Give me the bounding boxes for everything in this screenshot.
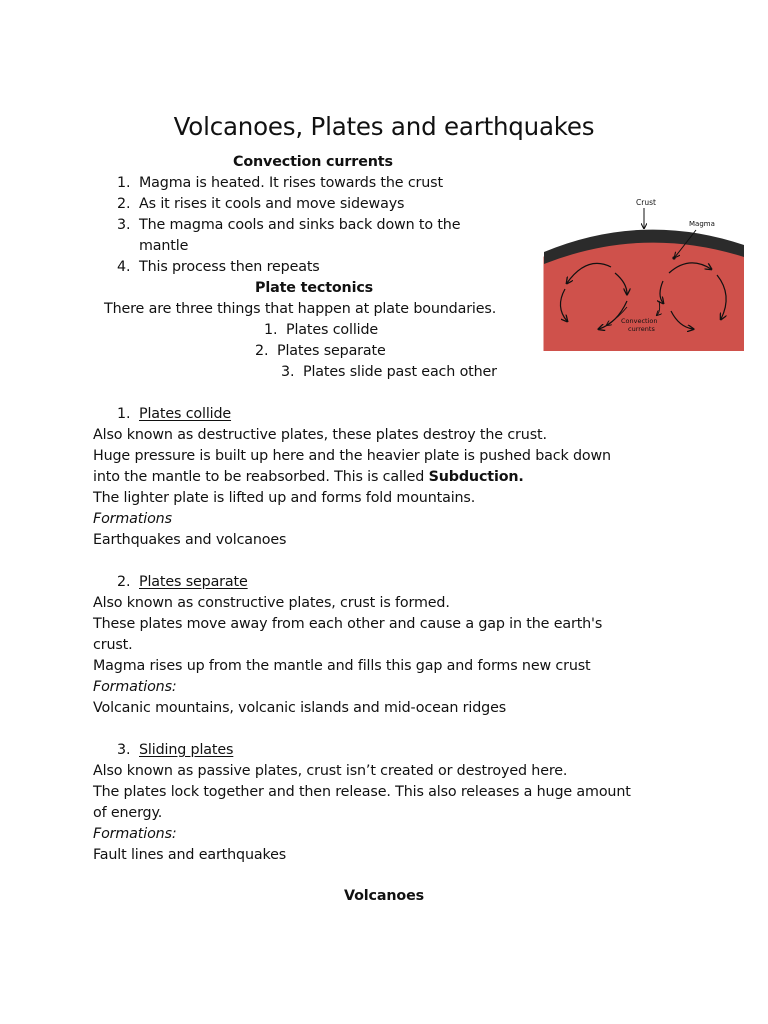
magma-pointer-dot: [672, 256, 675, 259]
paragraph-line: The plates lock together and then release. This also releases a huge amount: [93, 784, 631, 800]
list-number: 1.: [264, 322, 278, 338]
paragraph-line: [93, 467, 524, 488]
list-item: [255, 341, 386, 362]
list-text: Plates separate: [277, 343, 386, 359]
volcanoes-heading: Volcanoes: [344, 888, 424, 904]
section-title: Plates collide: [139, 406, 232, 422]
formations-text: Fault lines and earthquakes: [93, 847, 287, 863]
list-item: [117, 215, 460, 236]
section-number: 2.: [117, 574, 131, 590]
list-item: [117, 173, 443, 194]
paragraph-line: These plates move away from each other and cause a gap in the earth's: [93, 616, 603, 632]
convection-diagram: [543, 195, 744, 351]
section-heading-plates-separate: [117, 572, 248, 593]
formations-text: Volcanic mountains, volcanic islands and mid-ocean ridges: [93, 700, 507, 716]
list-number: 1.: [117, 175, 131, 191]
paragraph-line: Magma rises up from the mantle and fills this gap and forms new crust: [93, 658, 591, 674]
list-item: [264, 320, 378, 341]
paragraph-line: crust.: [93, 637, 133, 653]
section-heading-plates-collide: [117, 404, 231, 425]
list-text: As it rises it cools and move sideways: [139, 196, 405, 212]
list-item: [281, 362, 497, 383]
crust-label: Crust: [636, 198, 656, 207]
tectonics-intro: There are three things that happen at plate boundaries.: [104, 301, 497, 317]
paragraph-line: Huge pressure is built up here and the heavier plate is pushed back down: [93, 448, 611, 464]
paragraph-line: Also known as destructive plates, these plates destroy the crust.: [93, 427, 547, 443]
list-item: [117, 257, 320, 278]
section-heading-sliding-plates: [117, 740, 233, 761]
list-text: The magma cools and sinks back down to the: [139, 217, 461, 233]
list-item: [117, 194, 404, 215]
tectonics-heading: Plate tectonics: [255, 280, 374, 296]
list-text: This process then repeats: [139, 259, 320, 275]
section-title: Sliding plates: [139, 742, 234, 758]
page-title: Volcanoes, Plates and earthquakes: [173, 112, 595, 141]
list-number: 4.: [117, 259, 131, 275]
list-number: 3.: [117, 217, 131, 233]
section-title: Plates separate: [139, 574, 248, 590]
list-number: 2.: [255, 343, 269, 359]
convection-heading: Convection currents: [233, 154, 393, 170]
list-text: Plates slide past each other: [303, 364, 497, 380]
convection-label-line2: currents: [628, 325, 655, 333]
section-number: 1.: [117, 406, 131, 422]
paragraph-line: Also known as constructive plates, crust is formed.: [93, 595, 450, 611]
list-item-continuation: mantle: [139, 238, 189, 254]
formations-label: Formations:: [93, 826, 177, 842]
convection-label-line1: Convection: [621, 317, 658, 325]
paragraph-line: The lighter plate is lifted up and forms fold mountains.: [93, 490, 476, 506]
subduction-term: Subduction.: [428, 469, 524, 485]
formations-label: Formations:: [93, 679, 177, 695]
formations-label: Formations: [93, 511, 172, 527]
paragraph-line: of energy.: [93, 805, 163, 821]
paragraph-text: into the mantle to be reabsorbed. This is called: [93, 469, 429, 485]
magma-label: Magma: [689, 220, 715, 228]
list-text: Magma is heated. It rises towards the crust: [139, 175, 443, 191]
list-number: 3.: [281, 364, 295, 380]
section-number: 3.: [117, 742, 131, 758]
list-number: 2.: [117, 196, 131, 212]
paragraph-line: Also known as passive plates, crust isn’t created or destroyed here.: [93, 763, 568, 779]
formations-text: Earthquakes and volcanoes: [93, 532, 287, 548]
list-text: Plates collide: [286, 322, 379, 338]
